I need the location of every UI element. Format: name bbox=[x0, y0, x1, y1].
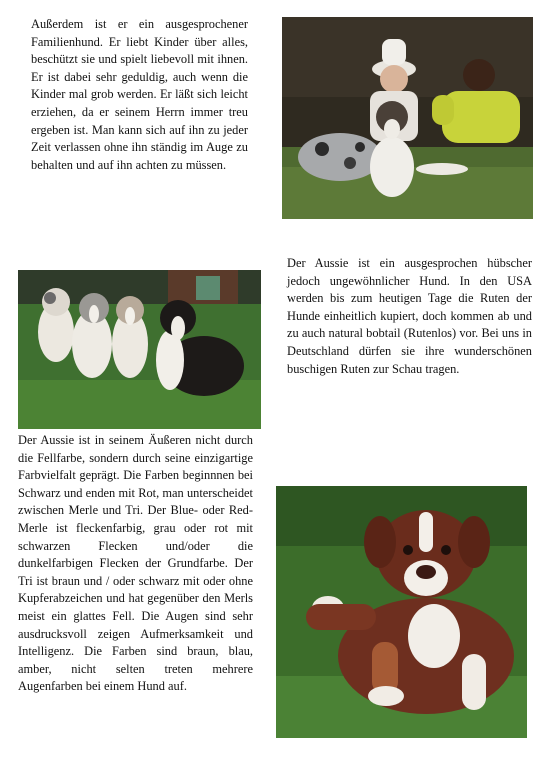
paragraph-coat-colors: Der Aussie ist in seinem Äußeren nicht durch die Fellfarbe, sondern durch seine einzigartige Farbvielfalt geprägt. Die Farben beginnnen bei Schwarz und enden mit Rot, man unterscheidet zwischen Merle und Tri. Der Blue- oder Red-Merle ist fleckenfarbig, grau oder rot mit schwarzen Flecken und/oder die dunkelfarbigen Flecken der Grundfarbe. Der Tri ist braun und / oder schwarz mit oder ohne Kupferabzeichen und hat gegenüber den Merls meist ein glattes Fell. Die Augen sind sehr ausdrucksvoll zeigen Aufmerksamkeit und Intelligenz. Die Farben sind braun, blau, amber, nicht selten treten mehrere Augenfarben bei einem Hund auf. bbox=[18, 433, 253, 694]
paragraph-tails: Der Aussie ist ein ausgesprochen hübscher jedoch ungewöhnlicher Hund. In den USA werden bis zum heutigen Tage die Ruten der Hunde einheitlich kupiert, doch kommen ab und zu auch natural bobtail (Rutenlos) vor. Bei uns in Deutschland dürfen sie ihre wunderschönen buschigen Ruten zur Schau tragen. bbox=[287, 256, 532, 376]
photo-four-puppies-on-grass bbox=[18, 270, 261, 429]
photo-red-tri-puppy bbox=[276, 486, 527, 738]
paragraph-family-dog: Außerdem ist er ein ausgesprochener Familienhund. Er liebt Kinder über alles, beschützt sie und spielt liebevoll mit ihnen. Er ist dabei sehr geduldig, auch wenn die Kinder mal grob werden. Er läßt sich leicht erziehen, da er seinem Herrn immer treu ergeben ist. Man kann sich auf ihn zu jeder Zeit verlassen ohne ihn ständig im Auge zu behalten und auf ihn achten zu müssen. bbox=[31, 17, 248, 172]
photo-children-with-merle-dog bbox=[282, 17, 533, 219]
